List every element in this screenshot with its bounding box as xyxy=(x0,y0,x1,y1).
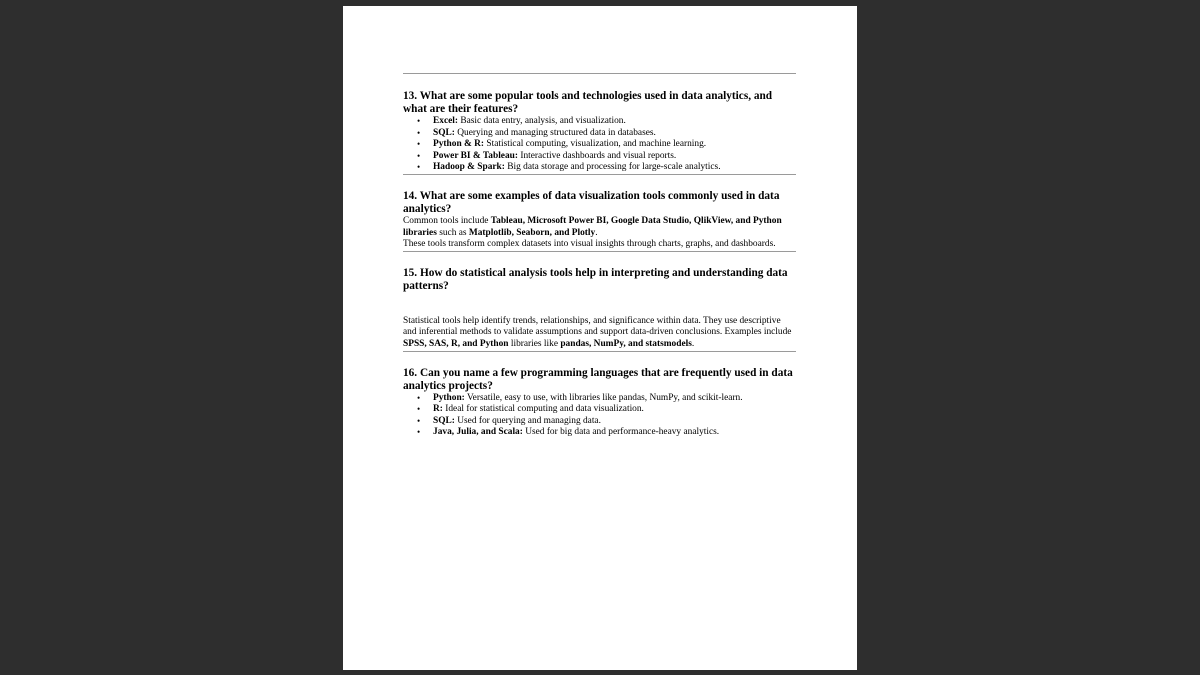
list-item-term: Hadoop & Spark: xyxy=(433,162,505,173)
answer-15-paragraph xyxy=(403,316,796,351)
list-item xyxy=(403,151,796,163)
answer-bold-text: pandas, NumPy, and statsmodels xyxy=(560,338,692,349)
list-item xyxy=(403,128,796,140)
list-item-term: Java, Julia, and Scala: xyxy=(433,427,523,438)
list-item-text: Big data storage and processing for large-scale analytics. xyxy=(504,162,721,173)
list-item-text: Used for big data and performance-heavy analytics. xyxy=(522,427,720,438)
list-item-term: R: xyxy=(433,404,443,415)
section-separator xyxy=(403,73,796,74)
section-separator xyxy=(403,174,796,175)
list-item xyxy=(403,139,796,151)
list-item-text: Ideal for statistical computing and data visualization. xyxy=(442,404,644,415)
question-13-heading: 13. What are some popular tools and technologies used in data analytics, and what are their features? xyxy=(403,90,773,115)
list-item xyxy=(403,393,796,405)
answer-text: . xyxy=(691,338,695,349)
answer-text: Common tools include xyxy=(403,215,491,226)
answer-bold-text: SPSS, SAS, R, and Python xyxy=(403,338,509,349)
question-15-heading: 15. How do statistical analysis tools help in interpreting and understanding data patterns? xyxy=(403,266,788,292)
list-item-text: Basic data entry, analysis, and visualization. xyxy=(458,116,626,126)
list-item xyxy=(403,162,796,174)
answer-text: . xyxy=(595,227,598,238)
list-item-text: Interactive dashboards and visual reports. xyxy=(518,150,677,161)
list-item-term: Python: xyxy=(433,392,465,403)
list-item xyxy=(403,404,796,416)
answer-bold-text: Matplotlib, Seaborn, and Plotly xyxy=(468,227,596,238)
list-item-term: Excel: xyxy=(433,116,458,126)
list-item-text: Versatile, easy to use, with libraries like pandas, NumPy, and scikit-learn. xyxy=(464,392,743,403)
answer-14-paragraph-2: These tools transform complex datasets into visual insights through charts, graphs, and dashboards. xyxy=(403,239,776,250)
list-item-text: Statistical computing, visualization, and machine learning. xyxy=(484,139,707,150)
list-item xyxy=(403,416,796,428)
tools-list xyxy=(403,116,796,174)
list-item-text: Querying and managing structured data in databases. xyxy=(454,127,656,138)
answer-text: Statistical tools help identify trends, relationships, and significance within data. They use descriptive and inferential methods to validate assumptions and support data-driven conclusions. Examples include xyxy=(403,315,792,338)
list-item xyxy=(403,116,796,128)
answer-text: such as xyxy=(436,227,469,238)
list-item xyxy=(403,427,796,439)
list-item-term: SQL: xyxy=(433,127,455,138)
question-16-heading: 16. Can you name a few programming languages that are frequently used in data analytics projects? xyxy=(403,366,793,392)
answer-14-paragraph xyxy=(403,216,796,239)
list-item-term: Power BI & Tableau: xyxy=(433,150,518,161)
list-item-term: SQL: xyxy=(433,415,455,426)
answer-text: libraries like xyxy=(508,338,561,349)
question-14-heading: 14. What are some examples of data visualization tools commonly used in data analytics? xyxy=(403,189,780,215)
list-item-term: Python & R: xyxy=(433,139,485,150)
list-item-text: Used for querying and managing data. xyxy=(454,415,601,426)
document-page xyxy=(343,6,857,670)
page-content xyxy=(403,73,796,439)
languages-list xyxy=(403,393,796,439)
answer-bold-text: Tableau, Microsoft Power BI, Google Data Studio, QlikView, and Python libraries xyxy=(403,215,782,238)
section-separator xyxy=(403,251,796,252)
section-separator xyxy=(403,351,796,352)
